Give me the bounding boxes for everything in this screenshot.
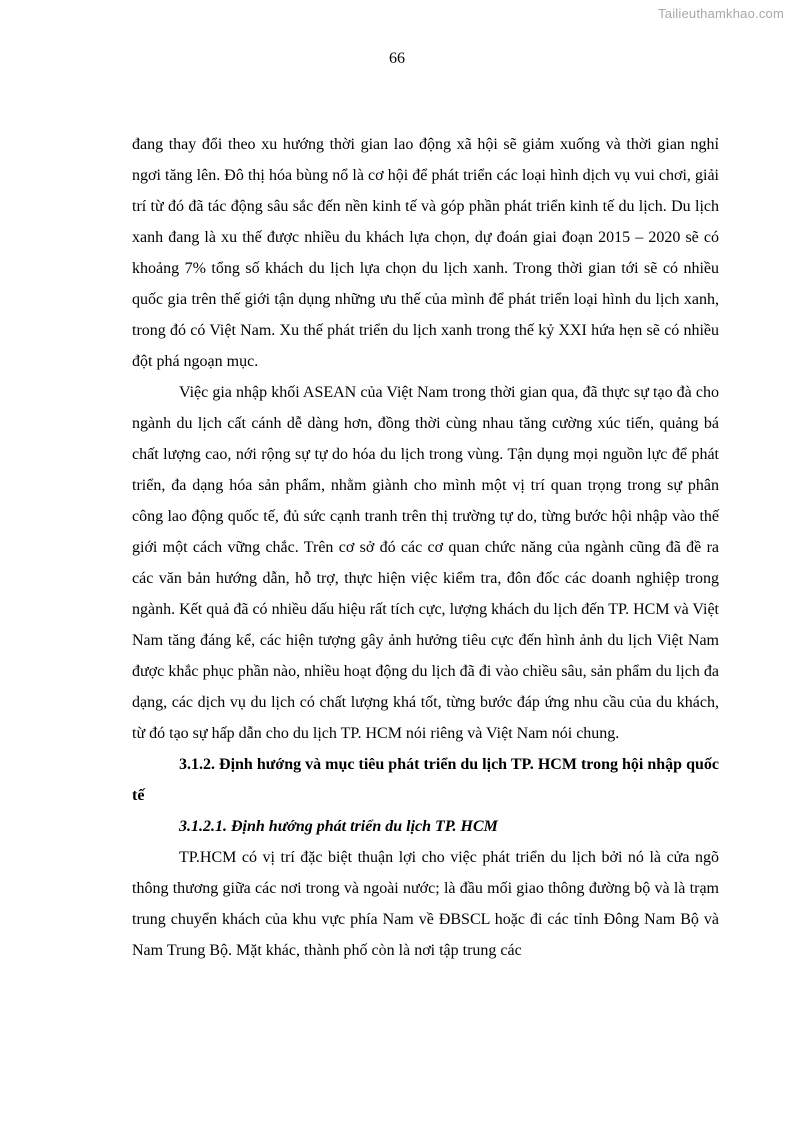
document-body [132,129,719,966]
section-heading-3-1-2: 3.1.2. Định hướng và mục tiêu phát triển du lịch TP. HCM trong hội nhập quốc tế [132,756,719,804]
paragraph-asean: Việc gia nhập khối ASEAN của Việt Nam trong thời gian qua, đã thực sự tạo đà cho ngành du lịch cất cánh dễ dàng hơn, đồng thời cùng nhau tăng cường xúc tiến, quảng bá chất lượng cao, nới rộng sự tự do hóa du lịch trong vùng. Tận dụng mọi nguồn lực để phát triển, đa dạng hóa sản phẩm, nhằm giành cho mình một vị trí quan trọng trong sự phân công lao động quốc tế, đủ sức cạnh tranh trên thị trường tự do, từng bước hội nhập vào thế giới một cách vững chắc. Trên cơ sở đó các cơ quan chức năng của ngành cũng đã đề ra các văn bản hướng dẫn, hỗ trợ, thực hiện việc kiểm tra, đôn đốc các doanh nghiệp trong ngành. Kết quả đã có nhiều dấu hiệu rất tích cực, lượng khách du lịch đến TP. HCM và Việt Nam tăng đáng kể, các hiện tượng gây ảnh hưởng tiêu cực đến hình ảnh du lịch Việt Nam được khắc phục phần nào, nhiều hoạt động du lịch đã đi vào chiều sâu, sản phẩm du lịch đa dạng, các dịch vụ du lịch có chất lượng khá tốt, từng bước đáp ứng nhu cầu của du khách, từ đó tạo sự hấp dẫn cho du lịch TP. HCM nói riêng và Việt Nam nói chung. [132,384,719,742]
watermark: Tailieuthamkhao.com [658,6,784,21]
page-number: 66 [389,50,405,67]
paragraph-hcm-location: TP.HCM có vị trí đặc biệt thuận lợi cho việc phát triển du lịch bởi nó là cửa ngõ thông thương giữa các nơi trong và ngoài nước; là đầu mối giao thông đường bộ và là trạm trung chuyển khách của khu vực phía Nam về ĐBSCL hoặc đi các tỉnh Đông Nam Bộ và Nam Trung Bộ. Mặt khác, thành phố còn là nơi tập trung các [132,849,719,959]
subsection-heading-3-1-2-1: 3.1.2.1. Định hướng phát triển du lịch TP. HCM [179,818,498,835]
paragraph-continuation: đang thay đổi theo xu hướng thời gian lao động xã hội sẽ giảm xuống và thời gian nghỉ ngơi tăng lên. Đô thị hóa bùng nổ là cơ hội để phát triển các loại hình dịch vụ vui chơi, giải trí từ đó đã tác động sâu sắc đến nền kinh tế và góp phần phát triển kinh tế du lịch. Du lịch xanh đang là xu thế được nhiều du khách lựa chọn, dự đoán giai đoạn 2015 – 2020 sẽ có khoảng 7% tổng số khách du lịch lựa chọn du lịch xanh. Trong thời gian tới sẽ có nhiều quốc gia trên thế giới tận dụng những ưu thế của mình để phát triển loại hình du lịch xanh, trong đó có Việt Nam. Xu thế phát triển du lịch xanh trong thế kỷ XXI hứa hẹn sẽ có nhiều đột phá ngoạn mục. [132,136,719,370]
